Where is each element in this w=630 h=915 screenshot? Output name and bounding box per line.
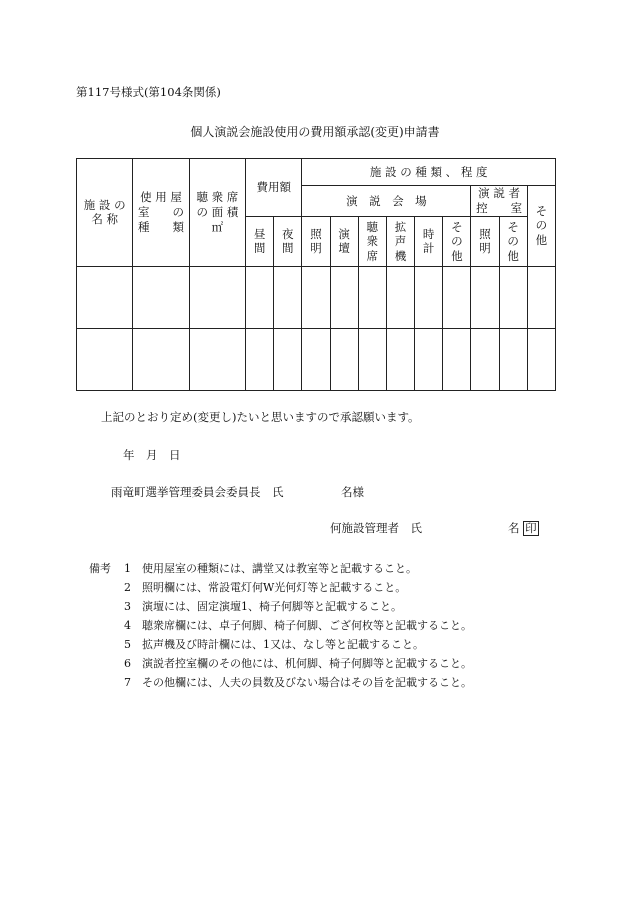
audience-seats-label: 聴衆席 [366,219,379,263]
facility-cost-table [76,158,556,391]
header-facility-name [77,159,133,267]
loudspeaker-label: 拡声機 [394,219,407,263]
header-cost [246,159,302,217]
header-podium [330,216,358,266]
seat-area-line-1: 聴 衆 席 [196,190,239,205]
room-lighting-label: 照明 [479,227,491,256]
approval-statement: 上記のとおり定め(変更し)たいと思いますので承認願います。 [101,410,420,424]
manager-label: 何施設管理者 氏 [330,521,422,535]
header-night [274,216,302,266]
note-number: 7 [124,676,131,689]
seal-mark: 印 [525,521,537,535]
manager-name-suffix: 名 [508,521,520,535]
speaker-room-line-1: 演 説 者 [478,186,520,200]
header-daytime [246,216,274,266]
addressee: 雨竜町選挙管理委員会委員長 氏 名様 [111,485,364,499]
facility-name-label: 施 設 の 名 称 [83,197,126,227]
note-text: 聴衆席欄には、卓子何脚、椅子何脚、ござ何枚等と記載すること。 [142,619,472,632]
header-venue [302,186,471,217]
table-row [77,266,556,328]
note-text: 拡声機及び時計欄には、1又は、なし等と記載すること。 [142,638,424,651]
daytime-label: 昼間 [253,227,266,256]
header-venue-others [443,216,471,266]
note-number: 1 [124,562,131,575]
note-item [124,655,472,671]
header-venue-lighting [302,216,330,266]
facility-types-label: 施 設 の 種 類 、 程 度 [369,164,488,179]
podium-label: 演壇 [338,227,350,256]
header-audience-seats [358,216,386,266]
note-number: 3 [124,600,131,613]
venue-lighting-label: 照明 [310,227,322,256]
venue-others-label: その他 [451,219,463,263]
notes-label: 備考 [89,562,111,575]
header-clock [415,216,443,266]
note-number: 2 [124,581,131,594]
header-other [527,186,555,267]
date-line: 年 月 日 [123,448,181,462]
other-label: その他 [535,203,548,248]
note-item [124,560,417,576]
room-others-label: その他 [507,219,519,263]
seat-area-line-2: の 面 積 [196,204,239,219]
note-text: 演壇には、固定演壇1、椅子何脚等と記載すること。 [142,600,402,613]
room-type-line-3: 種 類 [138,219,185,234]
manager-line [330,520,539,536]
note-text: 照明欄には、常設電灯何W光何灯等と記載すること。 [142,581,407,594]
night-label: 夜間 [282,227,294,256]
cost-label: 費用額 [256,180,291,195]
room-type-line-1: 使 用 屋 [140,190,182,205]
note-item [124,674,472,690]
note-number: 4 [124,619,131,632]
header-room-lighting [471,216,499,266]
venue-label: 演 説 会 場 [346,193,427,208]
header-loudspeaker [386,216,414,266]
header-seat-area [189,159,245,267]
note-item [124,617,472,633]
note-text: その他欄には、人夫の員数及びない場合はその旨を記載すること。 [142,676,472,689]
table-row [77,328,556,390]
note-text: 使用屋室の種類には、講堂又は教室等と記載すること。 [142,562,417,575]
header-facility-types [302,159,556,186]
clock-label: 時計 [422,227,435,256]
header-room-type [133,159,189,267]
note-number: 5 [124,638,131,651]
speaker-room-line-2: 控 室 [476,200,523,215]
header-room-others [499,216,527,266]
note-item [124,598,402,614]
document-title: 個人演説会施設使用の費用額承認(変更)申請書 [190,125,440,139]
note-text: 演説者控室欄のその他には、机何脚、椅子何脚等と記載すること。 [142,657,472,670]
form-number: 第117号様式(第104条関係) [76,85,221,99]
header-speaker-room [471,186,527,217]
seat-area-unit: ㎡ [211,219,224,234]
note-number: 6 [124,657,131,670]
note-item [124,579,406,595]
note-item [124,636,424,652]
room-type-line-2: 室 の [138,204,185,219]
